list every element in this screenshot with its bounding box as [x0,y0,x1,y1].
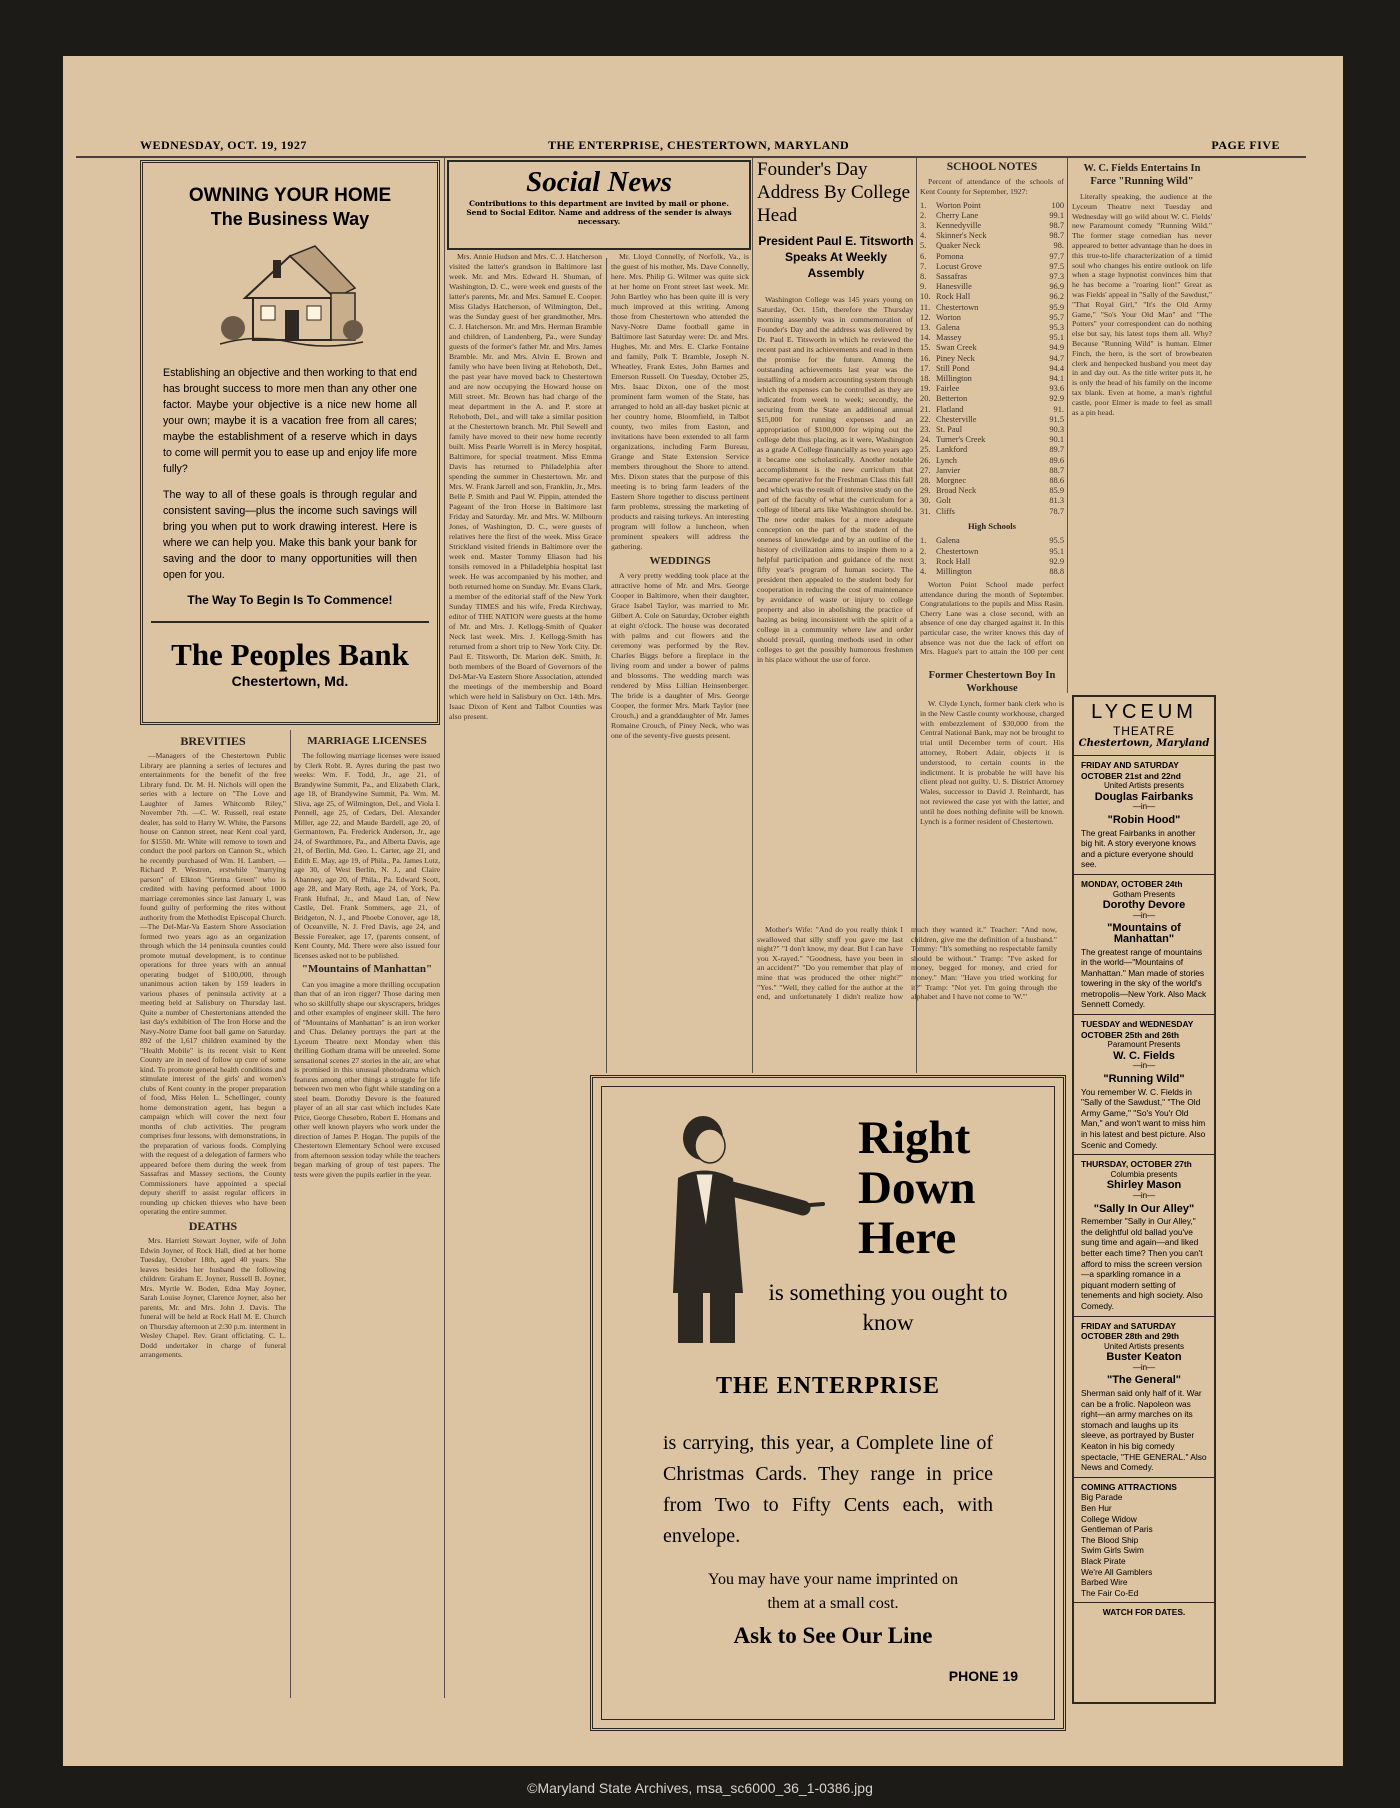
listing-star: Douglas Fairbanks [1094,790,1194,803]
lyceum-listing [1074,1014,1214,1154]
ad-headline: Right Down Here [858,1112,976,1264]
attendance-pct: 95.7 [1049,312,1064,322]
brevities-title: BREVITIES [180,734,246,748]
attendance-row [920,415,1064,425]
attendance-pct: 81.3 [1049,496,1064,506]
listing-star: Buster Keaton [1106,1351,1182,1364]
listing-in: —in— [1132,1362,1156,1372]
social-column-2 [611,252,749,1072]
attendance-rank: 10. [920,292,931,302]
attendance-pct: 92.9 [1049,556,1064,566]
attendance-row [920,507,1064,517]
attendance-name: Worton [936,312,961,322]
attendance-name: Turner's Creek [936,435,986,445]
attendance-name: Flatland [936,404,964,414]
attendance-row [920,354,1064,364]
attendance-rank: 18. [920,374,931,384]
attendance-pct: 95.3 [1049,323,1064,333]
attendance-name: Galena [936,536,960,546]
fields-body: Literally speaking, the audience at the Lyceum Theatre next Tuesday and Wednesday will go wild about W. C. Fields' new Paramount comedy "Running Wild." The former stage comedian has never appeared to better advantage than he does in this true-to-life characterization of a timid soul who changes his entire outlook on life when a stage hypnotist convinces him that he has become a "roaring lion!" Great as was Fields' appeal in "Sally of the Sawdust," "That Royal Girl," "It's the Old Army Game," "So's Your Old Man" and "The Potters" your correspondent can do nothing else but say, his latest tops them all. Why? Because "Running Wild" is human. Elmer Finch, the hero, is the sort of browbeaten clerk and henpecked husband you meet day in and day out. As the title writer puts it, he is only the head of his family on the income tax blank. Even at home, a man's rightful castle, poor Elmer is made to feel as small as a pin head. [1072,192,1212,417]
attendance-rank: 4. [920,231,927,241]
attendance-pct: 96.9 [1049,282,1064,292]
attendance-pct: 94.1 [1049,374,1064,384]
attendance-rank: 14. [920,333,931,343]
attendance-row [920,231,1064,241]
listing-date: TUESDAY and WEDNESDAY OCTOBER 25th and 26th [1081,1019,1194,1040]
attendance-rank: 7. [920,261,927,271]
paper-title: THE ENTERPRISE, CHESTERTOWN, MARYLAND [548,138,850,152]
social-subtitle: Contributions to this department are invited by mail or phone. Send to Social Editor. Name and address of the sender is always necessary. [466,199,732,226]
attendance-pct: 97.7 [1049,251,1064,261]
listing-title: "Sally In Our Alley" [1093,1202,1195,1215]
coming-attraction-item: We're All Gamblers [1081,1566,1153,1577]
attendance-rank: 16. [920,353,931,363]
attendance-row [920,201,1064,211]
attendance-row [920,343,1064,353]
attendance-row [920,374,1064,384]
coming-attraction-item: Ben Hur [1081,1503,1112,1513]
attendance-name: Still Pond [936,363,970,373]
attendance-name: Fairlee [936,384,960,394]
lyceum-listing [1074,874,1214,1014]
listing-date: FRIDAY AND SATURDAY OCTOBER 21st and 22nd [1081,760,1181,781]
attendance-rank: 20. [920,394,931,404]
attendance-name: Janvier [936,465,961,475]
high-school-table [920,536,1064,577]
attendance-name: Sassafras [936,272,968,282]
attendance-pct: 92.9 [1049,394,1064,404]
listing-desc: The great Fairbanks in another big hit. A story everyone knows and a picture everyone should see. [1081,827,1196,870]
attendance-table [920,201,1064,517]
peoples-bank-ad [140,160,440,725]
attendance-row [920,466,1064,476]
attendance-rank: 25. [920,445,931,455]
listing-studio: United Artists presents [1103,1341,1185,1351]
attendance-name: Chestertown [936,302,979,312]
attendance-rank: 1. [920,200,927,210]
ad-title: OWNING YOUR HOME [188,185,392,206]
attendance-pct: 99.1 [1049,210,1064,220]
attendance-rank: 4. [920,566,927,576]
attendance-rank: 2. [920,210,927,220]
column-rule [444,158,445,1698]
coming-attractions: COMING ATTRACTIONS Big Parade Ben Hur College Widow Gentleman of Paris The Blood Ship Swim Girls Swim Black Pirate We're All Gamblers Barbed Wire The Fair Co-Ed [1074,1477,1214,1603]
workhouse-headline: Former Chestertown Boy In Workhouse [928,670,1056,694]
enterprise-christmas-card-ad [590,1075,1066,1731]
watch-for-dates: WATCH FOR DATES. [1074,1602,1214,1622]
attendance-row [920,303,1064,313]
attendance-rank: 9. [920,282,927,292]
attendance-rank: 21. [920,404,931,414]
attendance-row [920,405,1064,415]
attendance-pct: 93.6 [1049,384,1064,394]
listing-desc: Sherman said only half of it. War can be a frolic. Napoleon was right—an army marches on its stomach and laughs up its sleeve, as portrayed by Buster Keaton in his big comedy spectacle, "THE GENERAL." Also News and Comedy. [1081,1388,1207,1473]
attendance-row [920,364,1064,374]
attendance-rank: 11. [920,302,931,312]
attendance-rank: 22. [920,414,931,424]
attendance-pct: 94.7 [1049,353,1064,363]
attendance-pct: 98.7 [1049,221,1064,230]
school-notes-intro: Percent of attendance of the schools of Kent County for September, 1927: [920,177,1064,196]
attendance-pct: 98. [1053,241,1064,251]
attendance-row [920,313,1064,323]
attendance-row [920,536,1064,546]
attendance-name: Piney Neck [936,353,975,363]
attendance-rank: 30. [920,496,931,506]
attendance-rank: 8. [920,272,927,282]
attendance-row [920,292,1064,302]
attendance-pct: 88.8 [1049,566,1064,576]
lyceum-city: Chestertown, Maryland [1078,738,1210,749]
attendance-pct: 95.1 [1049,546,1064,556]
column-rule [606,258,607,1073]
attendance-row [920,252,1064,262]
attendance-rank: 2. [920,546,927,556]
listing-desc: You remember W. C. Fields in "Sally of the Sawdust," "The Old Army Game," "So's You'r Old Man," and won't want to miss him in his latest and best picture. Also Scenic and Comedy. [1081,1086,1206,1150]
lyceum-title: LYCEUM [1091,701,1197,723]
attendance-name: Broad Neck [936,486,977,496]
attendance-row [920,211,1064,221]
ad-name-imprint: You may have your name imprinted on them at a small cost. [708,1571,958,1612]
attendance-pct: 96.2 [1049,292,1064,302]
listing-studio: Gotham Presents [1112,889,1176,899]
attendance-rank: 24. [920,435,931,445]
attendance-row [920,567,1064,577]
ad-subtitle: The Business Way [210,209,370,229]
attendance-pct: 88.6 [1049,476,1064,486]
lyceum-listing [1074,1154,1214,1315]
social-column-1 [449,252,602,1692]
attendance-rank: 6. [920,251,927,261]
attendance-name: Millington [936,566,972,576]
attendance-name: Cherry Lane [936,210,979,220]
attendance-name: Rock Hall [936,556,971,566]
attendance-pct: 95.9 [1049,302,1064,312]
attendance-name: Worton Point [936,200,981,210]
attendance-rank: 29. [920,486,931,496]
weddings-body: A very pretty wedding took place at the attractive home of Mr. and Mrs. George Cooper in Baltimore, when their daughter, Grace Isabel Taylor, was married to Mr. Gilbert A. Cole on Saturday, October eighth at eight o'clock. The house was decorated with palms and cut flowers and the ceremony was performed by the Rev. Charles Biggs before a fireplace in the living room and under a bower of palms and blossoms. The wedding march was rendered by Miss Lillian Heinsenberger. The bride is a daughter of Mrs. George Cooper, the former Mrs. Mark Taylor (nee Crouch,) and a granddaughter of Mr. James Romaine Crouch, of Piney Neck, who was one of the seventy-five guests present. [611,571,749,741]
attendance-name: Morgnec [936,476,967,486]
attendance-pct: 94.4 [1049,363,1064,373]
founders-deck: President Paul E. Titsworth Speaks At Weekly Assembly [758,234,914,280]
attendance-row [920,272,1064,282]
listing-title: "Mountains of Manhattan" [1107,922,1181,945]
high-schools-title: High Schools [968,520,1016,531]
jokes-body: Mother's Wife: "And do you really think I swallowed that silly stuff you gave me last night?" "I don't know, my dear. But I can have you X-rayed." "Goodness, have you been in an accident?" "Do you remember that play of mine that was produced the other night?" "Yes." "Well, they called for the author at the end, and unfortunately I didn't realize how much they wanted it." Teacher: "And now, children, give me the definition of a husband." Tommy: "It's something no respectable family should be without." Tramp: "I've asked for money, begged for money, and cried for money." Man: "Have you tried working for it?" Tramp: "Not yet. I'm going through the alphabet and I have not come to 'W.'" [757,925,1057,1002]
social-text-2: Mr. Lloyd Connelly, of Norfolk, Va., is the guest of his mother, Ms. Dave Connelly, here. Mrs. Philip G. Wilmer was quite sick at her home on Front street last week. Mr. John Bartley who has been quite ill is very much improved at this writing. Among those from Chestertown who attended the Navy-Notre Dame football game in Baltimore last Saturday were: Dr. and Mrs. Hughes, Mr. and Mrs. E. Clarke Fontaine and family, Polk T. Bramble, Joseph N. Wheatley, Frank Estes, John Barnes and Emerson Russell. On Tuesday, October 25, Mrs. Isaac Dixon, one of the most prominent farm women of the State, has arranged to hold an all-day basket picnic at her country home, Bloomfield, in Talbot county, two miles from Easton, and invitations have been extended to all farm organizations, including Farm Bureau, Grange and State Extension Service members throughout the Shore to attend. Mrs. Dixon states that the purpose of this meeting is to bring farm leaders of the Eastern Shore together to discuss pertinent farm problems, stressing the marketing of products and raising turkeys. An interesting program will follow a luncheon, when prominent speakers will address the gathering. [611,252,749,551]
attendance-rank: 28. [920,476,931,486]
attendance-row [920,425,1064,435]
listing-title: "The General" [1106,1374,1181,1387]
attendance-name: Lankford [936,445,968,455]
school-notes-after: Worton Point School made perfect attendance during the month of September. Congratulations to the pupils and Miss Rasin. Cherry Lane was a close second, with an absence of one day charged against it. In this particular case, the writer knows this day of absence was not due the lack of effort on Mrs. Hague's part to attain the 100 per cent [920,580,1064,657]
attendance-row [920,241,1064,251]
attendance-name: Rock Hall [936,292,971,302]
ad-body: is carrying, this year, a Complete line of Christmas Cards. They range in price from Two to Fifty Cents each, with envelope. [663,1432,993,1547]
manhattan-body: Can you imagine a more thrilling occupation than that of an iron rigger? Those daring men who so skillfully shape our skyscrapers, bridges and other examples of engineer skill. The hero of "Mountains of Manhattan" is an iron worker and Chas. Delaney portrays the part at the Lyceum Theatre next Monday when this thrilling Gotham drama will be unreeled. Some sensational scenes 27 stories in the air, are what is promised in this unusual photodrama which features among other things a struggle for life between two men who fight while standing on a steel beam. Dorothy Devore is the featured player of an all star cast which includes Kate Price, George Chesebro, Robert E. Homans and other well known players who work under the direction of James P. Hogan. The pupils of the Chestertown Elementary School were excused from afternoon session today while the teachers began marking of group of test papers. The tests were given the pupils earlier in the year. [294,979,440,1179]
brevities-body: —Managers of the Chestertown Public Library are planning a series of lectures and entertainments for the benefit of the free Library fund. Dr. M. H. Nichols will open the series with a lecture on "The Love and Laughter of James Whitcomb Riley," November 7th. —C. W. Russell, real estate dealer, has sold to Harry W. White, the Parsons house on Cannon street, near Kent coal yard, for $1550. Mr. White will remove to town and conduct the pool parlors on Cannon St., which he recently purchased of Wm. H. Lambert. —Richard P. Westren, erstwhile "marrying parson" of Elkton "Gretna Green" who is credited with having performed about 1000 marriage ceremonies since last January 1, was found guilty of performing the rites without authority from the Methodist Episcopal Church. —The Del-Mar-Va Eastern Shore Association formed two years ago as an organization through which the 14 peninsula counties could promote mutual development, is to continue operations for three years with an annual operating budget of $100,000, through unanimous action taken by 159 leaders in various phases of peninsula activity at a meeting held at Salisbury on Thursday last. Quite a number of Chestertonians attended the last day's exhibition of The Iron Horse and the Navy-Notre Dame foot ball game on Saturday. 892 of the 1,617 children examined by the "Health Mobile" is its recent visit to Kent County are in need of follow up cure of some kind. To promote general health conditions and stimulate interest of the girls' and women's clubs of Kent county in the proper preparation of food, Miss Helen L. Schellinger, county home demonstration agent, has begun a campaign which will cover the next four months of club activities. The program comprises four lessons, with demonstrations, in the preparation of various foods. Complying with the request of a delegation of farmers who appeared before them during the week from Sassafras and Massey sections, the County Commissioners have appointed a special deputy sheriff to assist regular officers in rounding up chicken thieves who have been operating the entire summer. [140,751,286,1217]
bank-name: The Peoples Bank [151,621,429,673]
attendance-pct: 97.3 [1049,272,1064,282]
listing-star: W. C. Fields [1113,1049,1175,1062]
attendance-row [920,445,1064,455]
attendance-rank: 5. [920,241,927,251]
weddings-title: WEDDINGS [649,555,711,567]
attendance-rank: 12. [920,312,931,322]
coming-attraction-item: Barbed Wire [1081,1577,1128,1588]
attendance-name: Cliffs [936,506,955,516]
founders-headline: Founder's Day Address By College Head [757,159,911,226]
attendance-row [920,394,1064,404]
listing-title: "Robin Hood" [1107,813,1181,826]
coming-attraction-item: The Fair Co-Ed [1081,1587,1139,1598]
attendance-row [920,496,1064,506]
attendance-name: Massey [936,333,962,343]
brevities-column [140,732,286,1697]
fields-article [1072,158,1212,690]
ad-ask: Ask to See Our Line [733,1623,933,1648]
attendance-pct: 97.5 [1049,261,1064,271]
attendance-row [920,486,1064,496]
manhattan-title: "Mountains of Manhattan" [301,963,433,976]
listing-desc: Remember "Sally in Our Alley," the delightful old ballad you've sung time and again—and liked better each time? Then you can't afford to miss the screen version—a sparkling romance in a piquant modern setting of tenements and high society. Also Comedy. [1081,1216,1203,1311]
attendance-row [920,456,1064,466]
attendance-name: Hanesville [936,282,972,292]
attendance-name: Betterton [936,394,968,404]
licenses-body: The following marriage licenses were issued by Clerk Robt. R. Ayres during the past two weeks: Wm. F. Todd, Jr., age 21, of Brandywine Summit, Pa., and Elizabeth Clark, age 18, of Brandywine Summit, Pa. Wm. M. Sliva, age 25, of Wilmington, Del., and Viola I. Pennell, age 25, of Cedars, Del. Alexander Miller, age 22, and Maude Bardell, age 20, of Germantown, Pa. Frederick Anderson, Jr., age 24, of Swarthmore, Pa., and Alberta Davis, age 21, of Berlin, Md. Geo. L. Carter, age 21, and Edith E. May, age 19, of Phila., Pa. James Lutz, age 30, of West Berlin, N. J., and Claire Abanney, age 20, of Phila., Pa. Edward Scott, age 28, and Mary Reth, age 24, of York, Pa. Frank Hufnal, Jr., and Maud Lan, of New Castle, Del. Frank Sommers, age 21, of Bridgeton, N. J., and Phoebe Conover, age 18, of Oceanville, N. J. Fred Davis, age 24, and Bessie Foreaker, age 17, (parents consent, of Kent County, Md. There were also issued four licenses asked not to be published. [294,751,440,960]
attendance-pct: 95.5 [1049,536,1064,546]
attendance-rank: 1. [920,536,927,546]
lyceum-listing [1074,755,1214,874]
attendance-row [920,333,1064,343]
attendance-row [920,557,1064,567]
social-title: Social News [526,166,672,198]
attendance-name: Quaker Neck [936,241,981,251]
coming-attraction-item: College Widow [1081,1513,1137,1524]
school-notes [920,158,1064,658]
social-news-header [447,160,751,250]
attendance-pct: 95.1 [1049,333,1064,343]
deaths-body: Mrs. Harriett Stewart Joyner, wife of John Edwin Joyner, of Rock Hall, died at her home Tuesday, October 18th, aged 40 years. She leaves besides her husband the following children: Graham E. Joyner, Russell B. Joyner, Mrs. Myrtle W. Boden, Edna May Joyner, Sarah Louise Joyner, Clarence Joyner, also her parents, Mr. and Mrs. John J. Davis. The funeral will be held at Rock Hall M. E. Church on Thursday afternoon at 2:30 p.m. interment in Wesley Chapel. Rev. Grant officiating. C. L. Dodd undertaker in charge of funeral arrangements. [140,1236,286,1360]
issue-date: WEDNESDAY, OCT. 19, 1927 [140,138,307,152]
attendance-pct: 89.7 [1049,445,1064,455]
attendance-pct: 98.7 [1049,231,1064,241]
attendance-pct: 91.5 [1049,414,1064,424]
attendance-name: Pomona [936,251,964,261]
attendance-pct: 94.9 [1049,343,1064,353]
lyceum-theatre-ad [1072,695,1216,1704]
attendance-row [920,221,1064,231]
attendance-pct: 100 [1051,200,1064,210]
attendance-row [920,262,1064,272]
coming-attraction-item: Swim Girls Swim [1081,1545,1144,1556]
attendance-name: Chestertown [936,546,979,556]
attendance-name: Skinner's Neck [936,231,987,241]
attendance-row [920,547,1064,557]
listing-in: —in— [1132,802,1156,812]
listing-star: Shirley Mason [1106,1179,1182,1192]
listing-date: MONDAY, OCTOBER 24th [1081,878,1183,889]
licenses-column [294,732,440,1697]
licenses-title: MARRIAGE LICENSES [307,735,427,747]
attendance-name: Locust Grove [936,261,982,271]
coming-attraction-item: Big Parade [1081,1492,1123,1503]
attendance-name: Chesterville [936,414,977,424]
founders-day-article [757,158,915,281]
attendance-rank: 19. [920,384,931,394]
workhouse-article [920,665,1064,915]
bank-location: Chestertown, Md. [231,673,349,689]
attendance-row [920,323,1064,333]
jokes-section [757,925,1057,1067]
attendance-pct: 85.9 [1049,486,1064,496]
lyceum-listing [1074,1316,1214,1477]
ad-phone: PHONE 19 [948,1668,1018,1684]
listing-date: FRIDAY and SATURDAY OCTOBER 28th and 29th [1081,1320,1180,1342]
attendance-name: Golt [936,496,951,506]
attendance-rank: 17. [920,363,931,373]
attendance-rank: 3. [920,221,927,230]
ad-cta: The Way To Begin Is To Commence! [187,593,393,607]
listing-desc: The greatest range of mountains in the world—"Mountains of Manhattan." Man made of stories towering in the sky of the world's metropolis—New York. Also Mack Sennett Comedy. [1081,946,1207,1010]
house-illustration [215,238,365,353]
coming-attraction-item: Black Pirate [1081,1555,1126,1566]
listing-studio: Columbia presents [1110,1169,1178,1179]
attendance-rank: 31. [920,506,931,516]
attendance-pct: 91. [1053,404,1064,414]
column-rule [752,158,753,1073]
listing-date: THURSDAY, OCTOBER 27th [1081,1159,1192,1170]
founders-body: Washington College was 145 years young on Saturday, Oct. 15th, therefore the Thursday morning assembly was in commemoration of Founder's Day and the address was delivered by Dr. Paul E. Titsworth in which he reviewed the recent past and its achievements and read in them the promise for the future. Among the outstanding achievements last year was the installing of a modern accounting system through which the expenses can be controlled as they are indicated from week to week; secondly, the securing from the State an additional annual $15,000 for running expenses and an appropriation of $100,000 for wiping out the college debt thus placing, as it were, Washington as a grade A College financially as two years ago it became one scholastically. Another notable accomplishment is the new curriculum that became operative for the Freshman Class this fall and which was the result of intensive study on the part of the faculty of what the curriculum for a college of liberal arts like Washington should be. The new order makes for a more adequate conception on the part of the student of the oneness of knowledge and by an outline of the history of civilization aims to inspire them to a helpful participation and guidance of the next fifty year's program of human society. The president then appealed to the student body for cooperation in reducing the cost of maintenance by avoidance of waste or injury to college property and also in abolishing the practice of hazing as being inconsistent with the spirit of a college in a community where law and order should prevail, quoting methods used in other colleges to get the possibly humorous freshmen in his place without the use of force. [757,295,913,664]
attendance-name: Millington [936,374,972,384]
attendance-pct: 89.6 [1049,455,1064,465]
attendance-name: Galena [936,323,960,333]
ad-body: Establishing an objective and then working to that end has brought success to more men than any other one factor. Maybe your objective is a nice new home all your own; maybe it is a vacation free from all cares; maybe the establishment of a reserve which in days to come will permit you to ease up and enjoy life more fully? The way to all of these goals is through regular and consistent saving—plus the income such savings will bring you when put to work drawing interest. Here is where we can help you. Make this bank your bank for saving and the door to many opportunities will then open for you. [163,367,417,581]
attendance-name: Kennedyville [936,221,982,230]
school-notes-title: SCHOOL NOTES [946,161,1038,173]
attendance-name: Lynch [936,455,957,465]
attendance-rank: 23. [920,425,931,435]
attendance-rank: 3. [920,556,927,566]
lyceum-sub: THEATRE [1112,724,1176,738]
workhouse-body: W. Clyde Lynch, former bank clerk who is in the New Castle county workhouse, charged with embezzlement of $30,000 from the Central National Bank, may not be brought to trial until December term of court. His attorney, Robert Adair, objects it is understood, to certain counts in the indictment. It is probable he will have his client plead not guilty. U. S. District Attorney Wales, successor to David J. Reinhardt, has not reviewed the case yet with the latter, and until he does nothing definite will be known. Lynch is a former resident of Chestertown. [920,699,1064,826]
attendance-pct: 78.7 [1049,506,1064,516]
attendance-pct: 90.3 [1049,425,1064,435]
listing-studio: United Artists presents [1103,781,1185,791]
attendance-rank: 13. [920,323,931,333]
attendance-name: St. Paul [936,425,963,435]
attendance-row [920,384,1064,394]
listing-in: —in— [1132,1190,1156,1200]
column-rule [290,730,291,1698]
attendance-rank: 15. [920,343,931,353]
deaths-title: DEATHS [188,1218,238,1233]
masthead [76,134,1306,158]
ad-paper-name: THE ENTERPRISE [715,1373,941,1399]
listing-studio: Paramount Presents [1107,1040,1181,1050]
attendance-pct: 90.1 [1049,435,1064,445]
archive-caption: ©Maryland State Archives, msa_sc6000_36_1-0386.jpg [527,1780,873,1796]
fields-headline: W. C. Fields Entertains In Farce "Running Wild" [1083,163,1201,187]
ad-subhead: is something you ought to know [768,1280,1008,1335]
attendance-row [920,435,1064,445]
coming-attraction-item: Gentleman of Paris [1081,1524,1153,1535]
column-rule [1067,158,1068,693]
social-text-1: Mrs. Annie Hudson and Mrs. C. J. Hatcherson visited the latter's grandson in Baltimore last week. Mr. and Mrs. Edward H. Shuman, of Washington, D. C., were week end guests of the latter's parents, Mr. and Mrs. Samuel E. Cooper. Miss Gladys Hatcherson, of Wilmington, Del., was the Sunday guest of her grandmother, Mrs. C. J. Hatcherson. Mr. and Mrs. Herman Bramble and children, of Landenberg, Pa., were Sunday guests of the former's father Mr. and Mrs. James Bramble. Mr. and Mrs. Alvin E. Brown and family who have been living at Rehoboth, Del., the past year have moved back to Chestertown and are now occupying the Howard house on Mill street. Mr. Brown has had charge of the meat department in the A. and P. store at Rehoboth, Del., and will take a similar position at the Chestertown branch. Mr. Phil Sewell and family have moved to their new home recently built. Miss Pearle Worrell is in Mercy hospital, Baltimore, for special treatment. Miss Emma Davis has returned to Philadelphia after spending the summer in Chestertown. Mr. and Mrs. W. Frank Jarrell and son, Franklin, Jr., Mrs. Belle P. Smith and Paul W. Pippin, attended the Pageant of the Iron Horse in Baltimore last Friday and Saturday. Mr. and Mrs. W. Milbourn Jones, of Washington, D. C., were guests of relatives here the first of the week. Miss Grace Strickland visited friends in Baltimore over the week end. Master Tommy Eliason had his tonsils removed in a Philadelphia hospital last week. He was accompanied by his mother, and both returned home on Sunday. Mr. Evans Clark, a member of the editorial staff of the New York Sunday TIMES and his wife, Freda Kirchway, editor of THE NATION were guests at the home of Mr. and Mrs. J. Kellogg-Smith of Quaker Neck last week. Mrs. J. Kellogg-Smith has returned from a short trip to New York City. Dr. Paul E. Titsworth, Dr. Marion deK. Smith, Jr. both members of the Board of Governors of the Del-Mar-Va Eastern Shore Association, attended the meetings of the membership and Board which were held in Salisbury on Oct. 14th. Mrs. Isaac Dixon of Kent and Talbot Counties was also present. [449,252,602,721]
listing-in: —in— [1132,910,1156,920]
attendance-row [920,282,1064,292]
listing-in: —in— [1132,1061,1156,1071]
attendance-name: Swan Creek [936,343,977,353]
attendance-row [920,476,1064,486]
attendance-rank: 27. [920,465,931,475]
page-number: PAGE FIVE [1211,138,1280,152]
listing-title: "Running Wild" [1103,1073,1185,1086]
attendance-rank: 26. [920,455,931,465]
attendance-pct: 88.7 [1049,465,1064,475]
listing-star: Dorothy Devore [1102,899,1186,912]
coming-attraction-item: The Blood Ship [1081,1534,1139,1545]
lyceum-listings [1074,755,1214,1477]
